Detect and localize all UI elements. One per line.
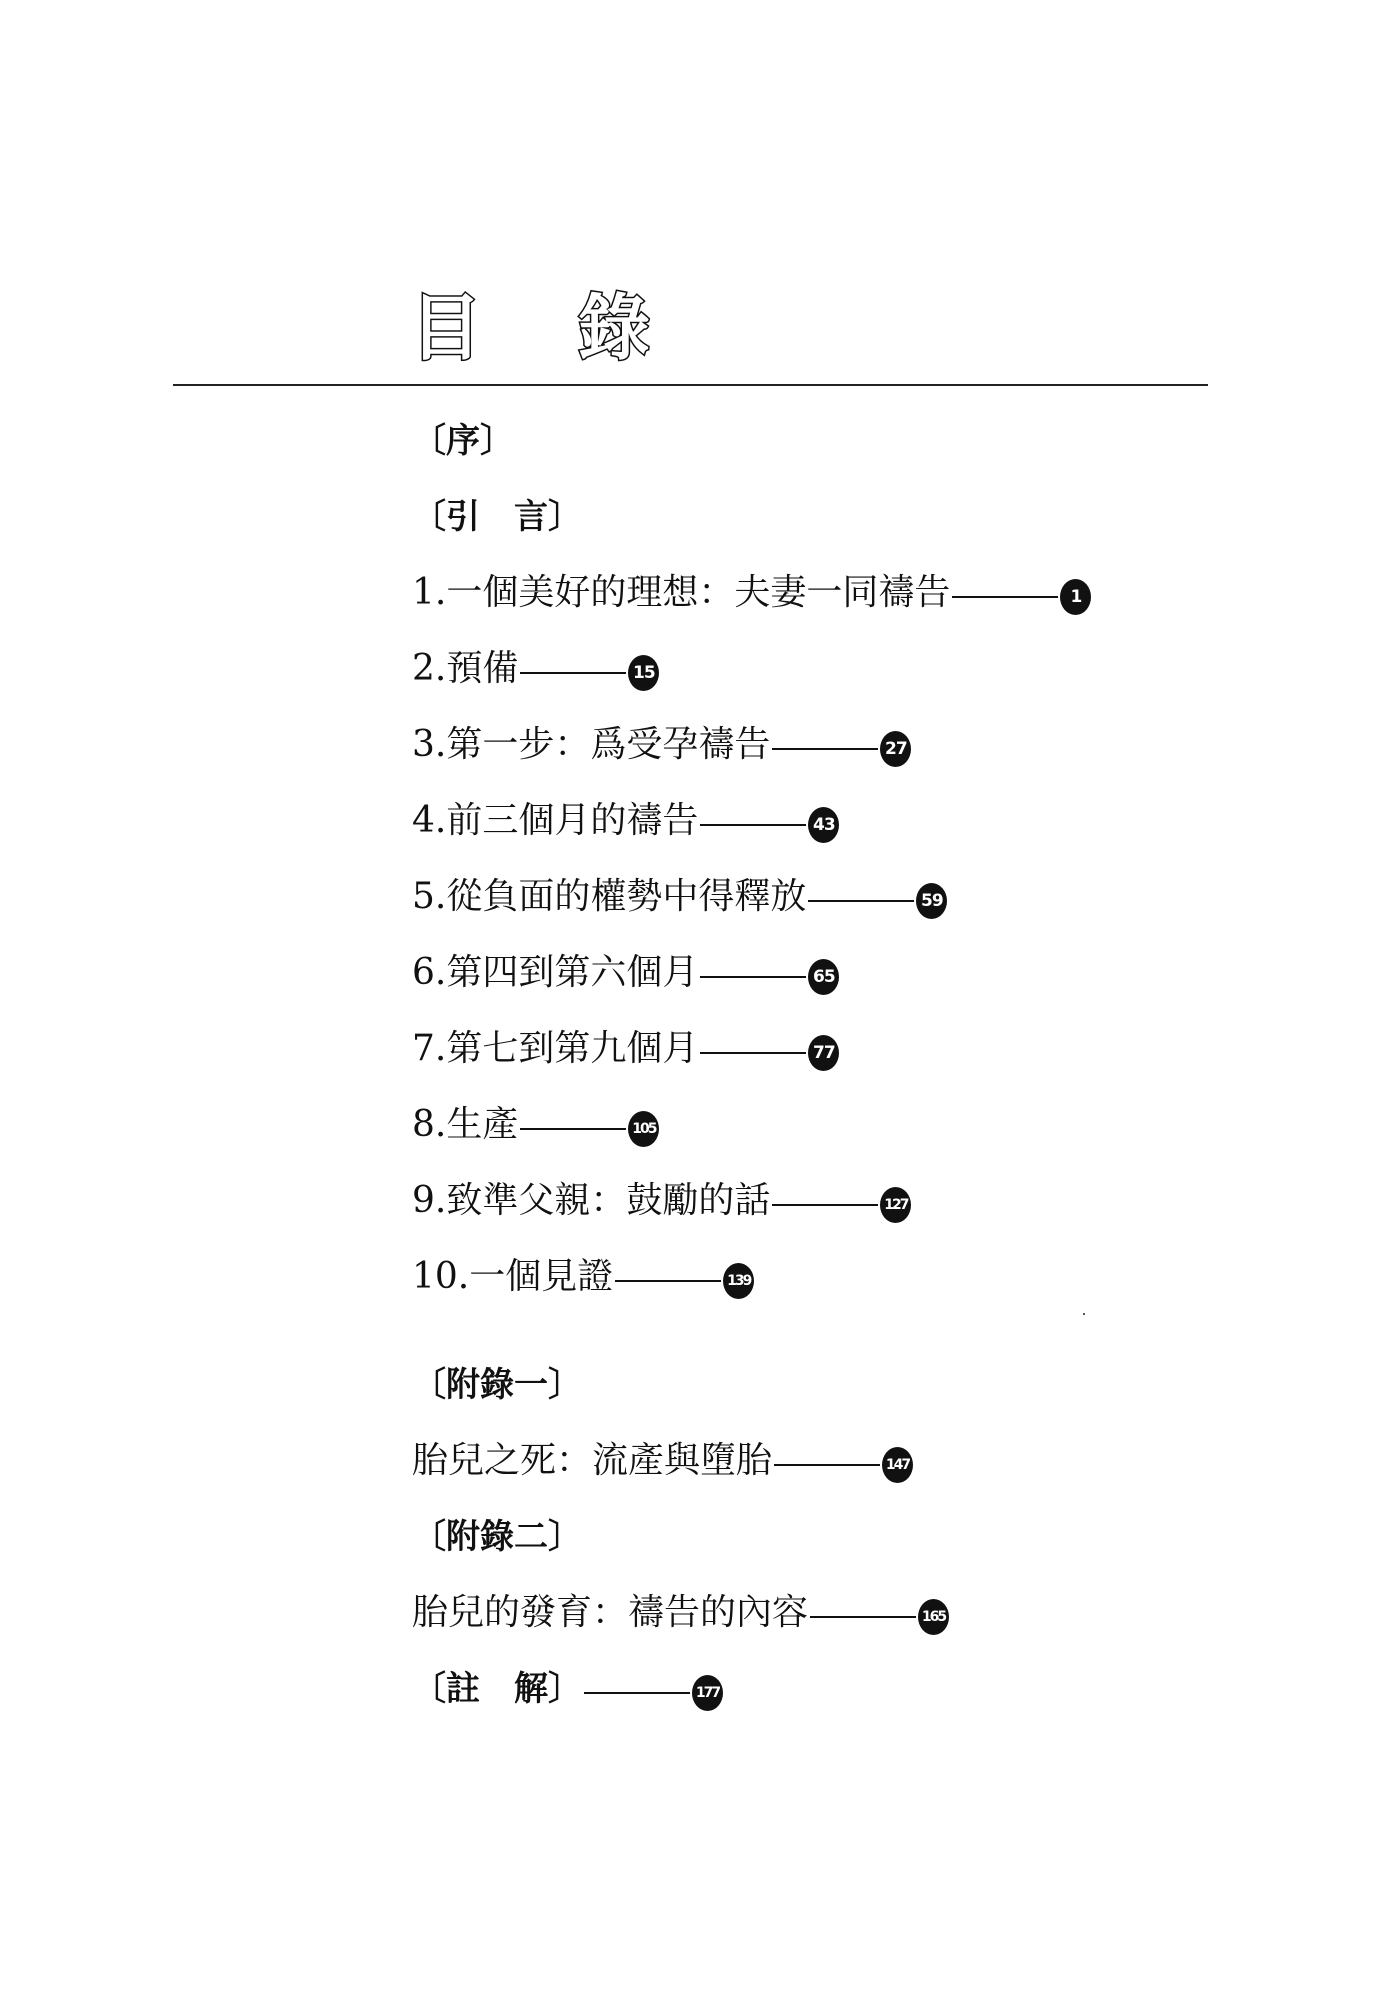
appendix-title: 胎兒的發育：禱告的內容 bbox=[412, 1592, 809, 1633]
page-number-badge: 139 bbox=[723, 1263, 754, 1299]
toc-appendix-1-entry bbox=[412, 1433, 913, 1489]
chapter-title: 3.第一步：爲受孕禱告 bbox=[412, 724, 771, 765]
appendix-1-label: 〔附錄一〕 bbox=[412, 1365, 582, 1405]
chapter-title: 8.生產 bbox=[412, 1104, 519, 1145]
page-title bbox=[410, 288, 650, 368]
page-number-badge: 77 bbox=[808, 1035, 839, 1071]
toc-preface bbox=[412, 413, 514, 469]
leader-line bbox=[584, 1692, 690, 1694]
toc-appendix-1-heading bbox=[412, 1357, 582, 1413]
page-number-badge: 147 bbox=[882, 1447, 913, 1483]
toc-notes bbox=[412, 1661, 723, 1717]
leader-line bbox=[700, 824, 806, 826]
toc-chapter-5 bbox=[412, 869, 947, 925]
chapter-title: 9.致準父親：鼓勵的話 bbox=[412, 1180, 771, 1221]
chapter-title: 5.從負面的權勢中得釋放 bbox=[412, 876, 807, 917]
chapter-title: 2.預備 bbox=[412, 648, 519, 689]
page-number-badge: 165 bbox=[918, 1599, 949, 1635]
intro-label: 〔引 言〕 bbox=[412, 497, 582, 537]
appendix-title: 胎兒之死：流產與墮胎 bbox=[412, 1440, 773, 1481]
toc-appendix-2-entry bbox=[412, 1585, 949, 1641]
chapter-title: 4.前三個月的禱告 bbox=[412, 800, 699, 841]
chapter-title: 1.一個美好的理想：夫妻一同禱告 bbox=[412, 572, 951, 613]
toc-chapter-2 bbox=[412, 641, 659, 697]
chapter-title: 10.一個見證 bbox=[412, 1256, 614, 1297]
preface-label: 〔序〕 bbox=[412, 421, 514, 461]
chapter-title: 7.第七到第九個月 bbox=[412, 1028, 699, 1069]
toc-chapter-7 bbox=[412, 1021, 839, 1077]
appendix-2-label: 〔附錄二〕 bbox=[412, 1517, 582, 1557]
page-number-badge: 43 bbox=[808, 807, 839, 843]
scan-speck bbox=[1083, 1313, 1085, 1315]
leader-line bbox=[772, 1204, 878, 1206]
title-char-2: 錄 bbox=[578, 286, 651, 370]
title-divider bbox=[173, 384, 1208, 386]
page-number-badge: 105 bbox=[628, 1111, 659, 1147]
title-char-1: 目 bbox=[410, 286, 483, 370]
leader-line bbox=[700, 1052, 806, 1054]
toc-chapter-4 bbox=[412, 793, 839, 849]
notes-label: 〔註 解〕 bbox=[412, 1669, 582, 1709]
leader-line bbox=[772, 748, 878, 750]
toc-chapter-1 bbox=[412, 565, 1091, 621]
toc-chapter-8 bbox=[412, 1097, 659, 1153]
leader-line bbox=[774, 1464, 880, 1466]
page-number-badge: 15 bbox=[628, 655, 659, 691]
leader-line bbox=[615, 1280, 721, 1282]
page-number-badge: 1 bbox=[1060, 579, 1091, 615]
page-number-badge: 27 bbox=[880, 731, 911, 767]
page-number-badge: 65 bbox=[808, 959, 839, 995]
leader-line bbox=[810, 1616, 916, 1618]
leader-line bbox=[520, 672, 626, 674]
toc-chapter-10 bbox=[412, 1249, 754, 1305]
page-number-badge: 59 bbox=[916, 883, 947, 919]
leader-line bbox=[952, 596, 1058, 598]
page-number-badge: 127 bbox=[880, 1187, 911, 1223]
leader-line bbox=[808, 900, 914, 902]
leader-line bbox=[520, 1128, 626, 1130]
page-number-badge: 177 bbox=[692, 1675, 723, 1711]
toc-appendix-2-heading bbox=[412, 1509, 582, 1565]
toc-chapter-3 bbox=[412, 717, 911, 773]
leader-line bbox=[700, 976, 806, 978]
chapter-title: 6.第四到第六個月 bbox=[412, 952, 699, 993]
toc-intro bbox=[412, 489, 582, 545]
toc-chapter-9 bbox=[412, 1173, 911, 1229]
toc-chapter-6 bbox=[412, 945, 839, 1001]
